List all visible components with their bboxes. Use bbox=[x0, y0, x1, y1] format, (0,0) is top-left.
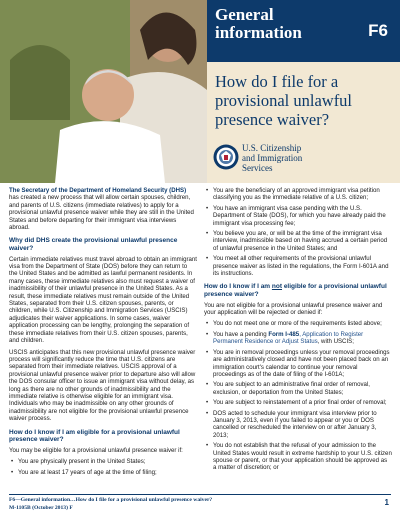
list-item: • You are physically present in the United States; bbox=[9, 458, 197, 465]
list-item: • You believe you are, or will be at the time of the immigrant visa interview, inadmissible based on having accrued a certain period of unlawful presence in the United States; and bbox=[204, 230, 392, 252]
heading-not-eligible-part2: eligible for a provisional unlawful presence waiver? bbox=[204, 283, 387, 299]
list-item-text: , with USCIS; bbox=[317, 338, 354, 346]
section-title-line2: information bbox=[215, 23, 302, 42]
footer-form-number: M-1105B (October 2013) F bbox=[9, 505, 73, 511]
list-item: • You are the beneficiary of an approved immigrant visa petition classifying you as the immediate relative of a U.S. citizen; bbox=[204, 187, 392, 202]
footer-title: F6—General information…How do I file for a provisional unlawful presence waiver? bbox=[9, 497, 213, 503]
list-item bbox=[204, 331, 392, 346]
why-paragraph-2: USCIS anticipates that this new provisional unlawful presence waiver process will significantly reduce the time that U.S. citizens are separated from their immediate relatives. USCIS approval of a provisional unlawful presence waiver prior to departure also will allow the DOS consular officer to issue an immigrant visa without delay, as long as there are no other grounds of inadmissibility and the immediate relative is otherwise eligible for an immigrant visa. Individuals who may be inadmissible on any other grounds of inadmissibility are not eligible for the provisional unlawful presence waiver process. bbox=[9, 348, 196, 423]
form-i485-title-link[interactable]: , Application to Register Permanent Residence or Adjust Status bbox=[213, 330, 364, 346]
family-photo bbox=[0, 0, 207, 183]
eligible-intro: You may be eligible for a provisional unlawful presence waiver if: bbox=[9, 446, 183, 454]
form-code: F6 bbox=[368, 21, 388, 40]
footer-divider bbox=[9, 494, 391, 495]
page-title: How do I file for a provisional unlawful presence waiver? bbox=[215, 72, 353, 129]
intro-lead: The Secretary of the Department of Homeland Security (DHS) bbox=[9, 187, 187, 194]
list-item: • You are at least 17 years of age at the time of filing; bbox=[9, 469, 197, 476]
left-column bbox=[9, 187, 197, 479]
list-item: • You do not meet one or more of the requirements listed above; bbox=[204, 320, 392, 327]
form-i485-link[interactable]: Form I-485 bbox=[268, 330, 300, 338]
list-item: • You meet all other requirements of the provisional unlawful presence waiver as listed in the regulations, the Form I-601A and its instructions. bbox=[204, 255, 392, 277]
list-item: • You are subject to an administrative final order of removal, exclusion, or deportation from the United States; bbox=[204, 381, 392, 396]
heading-not-eligible bbox=[204, 283, 392, 298]
ineligibility-list bbox=[204, 320, 392, 471]
page-number: 1 bbox=[384, 498, 389, 507]
list-item: • You have an immigrant visa case pending with the U.S. Department of State (DOS), for which you have already paid the immigrant visa processing fee; bbox=[204, 205, 392, 227]
not-eligible-intro: You are not eligible for a provisional unlawful presence waiver and your application will be rejected or denied if: bbox=[204, 301, 383, 317]
eligibility-list-continued bbox=[204, 187, 392, 277]
intro-rest: has created a new process that will allow certain spouses, children, and parents of U.S. citizens (immediate relatives) to apply for a provisional unlawful presence waiver while they are still in the United States and before departing for their immigrant visa interviews abroad. bbox=[9, 194, 194, 232]
agency-name-line3: Services bbox=[242, 163, 273, 173]
section-title bbox=[215, 6, 302, 42]
agency-name-line1: U.S. Citizenship bbox=[242, 143, 302, 153]
list-item-text: You have a pending bbox=[213, 330, 269, 338]
family-photo-illustration bbox=[0, 0, 207, 183]
heading-eligible: How do I know if I am eligible for a provisional unlawful presence waiver? bbox=[9, 428, 180, 444]
heading-not-eligible-part1: How do I know if I am bbox=[204, 283, 272, 291]
list-item: • You are in removal proceedings unless your removal proceedings are administratively closed and have not been placed back on an immigration court's calendar to continue your removal proceedings as of the date of filing of the I-601A; bbox=[204, 349, 392, 379]
heading-why: Why did DHS create the provisional unlawful presence waiver? bbox=[9, 237, 178, 253]
agency-name bbox=[242, 143, 302, 173]
list-item: • You are subject to reinstatement of a prior final order of removal; bbox=[204, 399, 392, 406]
hero-banner bbox=[0, 0, 400, 183]
list-item: • You do not establish that the refusal of your admission to the United States would result in extreme hardship to your U.S. citizen spouse or parent, or that your application should be approved as a matter of discretion; or bbox=[204, 442, 392, 472]
eligibility-list bbox=[9, 458, 197, 476]
dhs-seal-icon bbox=[213, 144, 239, 170]
why-paragraph-1: Certain immediate relatives must travel abroad to obtain an immigrant visa from the Department of State (DOS) before they can return to the United States and be admitted as lawful permanent residents. In many cases, these immediate relatives also must request a waiver of inadmissibility of their unlawful presence in the United States. As a result, these immediate relatives must remain outside of the United States, separated from their U.S. citizen spouses, parents, or children, while U.S. Citizenship and Immigration Services (USCIS) adjudicates their waiver applications. In some cases, waiver application processing can be lengthy, prolonging the separation of these immediate relatives from their U.S. citizen spouses, parents, and children. bbox=[9, 255, 197, 345]
right-column bbox=[204, 187, 392, 475]
intro-paragraph bbox=[9, 187, 197, 231]
heading-not-emphasis: not bbox=[271, 283, 283, 291]
section-title-line1: General bbox=[215, 5, 274, 24]
agency-name-line2: and Immigration bbox=[242, 153, 303, 163]
list-item: • DOS acted to schedule your immigrant visa interview prior to January 3, 2013, even if you failed to appear or you or DOS cancelled or rescheduled the interview on or after January 3, 2013; bbox=[204, 410, 392, 440]
